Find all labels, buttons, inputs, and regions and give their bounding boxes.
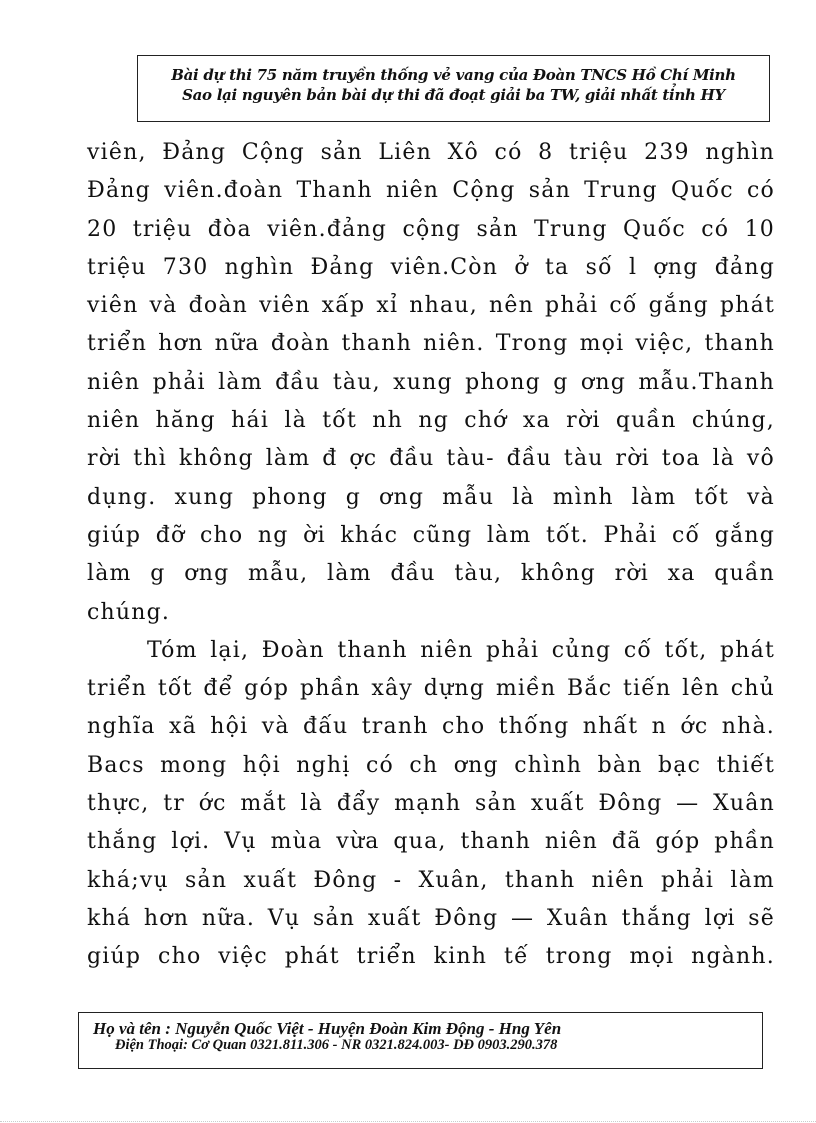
- body-line: triển hơn nữa đoàn thanh niên. Trong mọi việc, thanh: [87, 331, 775, 357]
- body-line: thắng lợi. Vụ mùa vừa qua, thanh niên đã góp phần: [87, 829, 775, 855]
- body-line: niên hăng hái là tốt nh ng chớ xa rời quần chúng,: [87, 408, 775, 434]
- body-line: giúp cho việc phát triển kinh tế trong mọi ngành.: [87, 944, 775, 970]
- author-name-line: Họ và tên : Nguyễn Quốc Việt - Huyện Đoàn Kim Động - Hng Yên: [93, 1019, 562, 1038]
- footer-box: [78, 1012, 763, 1069]
- body-line: làm g ơng mẫu, làm đầu tàu, không rời xa quần: [87, 561, 775, 587]
- body-line: Bacs mong hội nghị có ch ơng chình bàn bạc thiết: [87, 752, 775, 778]
- body-line: thực, tr ớc mắt là đẩy mạnh sản xuất Đông — Xuân: [87, 791, 775, 817]
- body-line: Tóm lại, Đoàn thanh niên phải củng cố tốt, phát: [147, 637, 775, 663]
- body-line: khá hơn nữa. Vụ sản xuất Đông — Xuân thắng lợi sẽ: [87, 905, 775, 931]
- body-line: chúng.: [87, 599, 171, 625]
- header-line-1: Bài dự thi 75 năm truyền thống vẻ vang của Đoàn TNCS Hồ Chí Minh: [171, 66, 736, 84]
- author-phone-line: Điện Thoại: Cơ Quan 0321.811.306 - NR 0321.824.003- DĐ 0903.290.378: [115, 1037, 558, 1053]
- body-line: rời thì không làm đ ợc đầu tàu- đầu tàu rời toa là vô: [87, 446, 775, 472]
- body-line: nghĩa xã hội và đấu tranh cho thống nhất n ớc nhà.: [87, 714, 775, 740]
- body-line: niên phải làm đầu tàu, xung phong g ơng mẫu.Thanh: [87, 369, 775, 395]
- header-box: [137, 55, 770, 122]
- body-line: viên, Đảng Cộng sản Liên Xô có 8 triệu 239 nghìn: [87, 140, 775, 165]
- body-line: giúp đỡ cho ng ời khác cũng làm tốt. Phải cố gắng: [87, 522, 775, 548]
- body-line: triển tốt để góp phần xây dựng miền Bắc tiến lên chủ: [87, 676, 775, 702]
- body-line: 20 triệu đòa viên.đảng cộng sản Trung Quốc có 10: [87, 216, 775, 242]
- body-line: dụng. xung phong g ơng mẫu là mình làm tốt và: [87, 484, 775, 510]
- body-text: [87, 134, 775, 977]
- body-line: triệu 730 nghìn Đảng viên.Còn ở ta số l ợng đảng: [87, 254, 775, 280]
- header-line-2: Sao lại nguyên bản bài dự thi đã đoạt giải ba TW, giải nhất tỉnh HY: [182, 86, 725, 104]
- body-line: Đảng viên.đoàn Thanh niên Cộng sản Trung Quốc có: [87, 178, 775, 204]
- body-line: khá;vụ sản xuất Đông - Xuân, thanh niên phải làm: [87, 867, 775, 893]
- body-line: viên và đoàn viên xấp xỉ nhau, nên phải cố gắng phát: [87, 293, 775, 319]
